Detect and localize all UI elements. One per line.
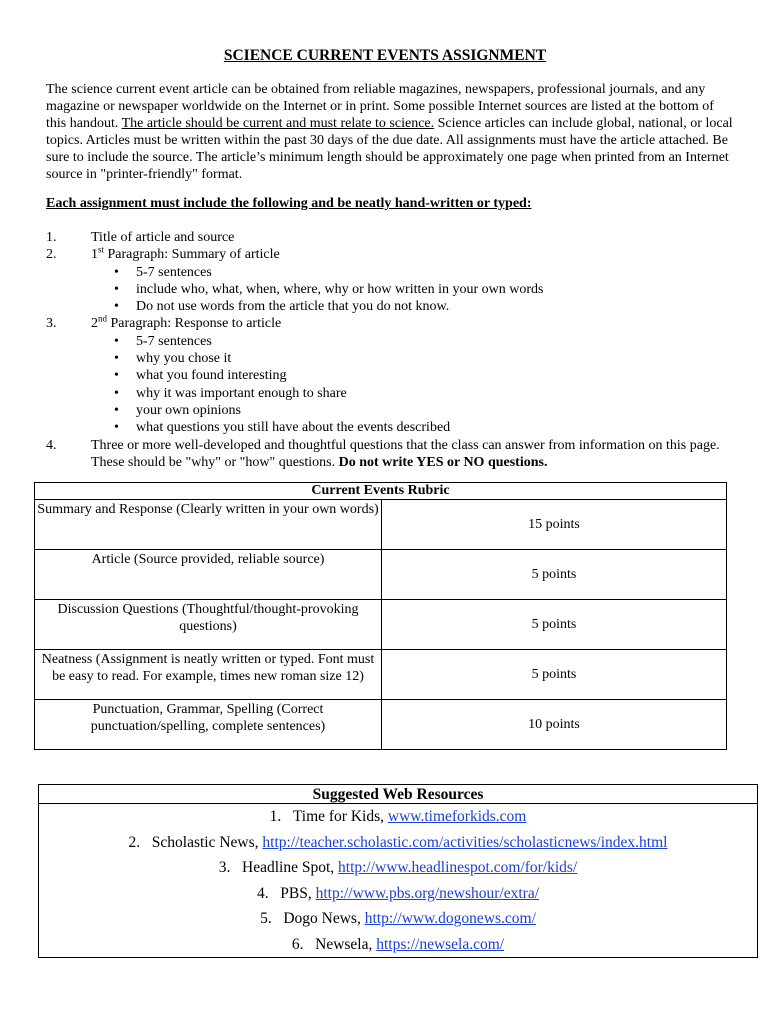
bullet-item: • what questions you still have about the events described <box>114 419 746 436</box>
item-emphasis: Do not write YES or NO questions. <box>338 454 548 470</box>
item-number: 6. <box>291 935 304 953</box>
rubric-table <box>34 482 727 750</box>
resource-name: PBS, <box>280 884 316 902</box>
ordinal-suffix: st <box>98 244 105 255</box>
list-item <box>39 932 757 958</box>
item-number: 1. <box>46 230 57 245</box>
list-item <box>46 437 746 472</box>
requirements-list <box>46 229 746 471</box>
list-item <box>39 804 757 830</box>
table-row <box>35 550 727 600</box>
item-number: 3. <box>218 859 231 877</box>
rubric-criterion: Punctuation, Grammar, Spelling (Correct punctuation/spelling, complete sentences) <box>35 700 382 750</box>
item-number: 4. <box>46 437 57 453</box>
item-number: 3. <box>46 316 57 332</box>
resource-link[interactable]: https://newsela.com/ <box>376 935 505 953</box>
item-text: Paragraph: Response to article <box>107 316 282 332</box>
bullet-item: • 5-7 sentences <box>114 333 746 350</box>
resource-name: Newsela, <box>315 935 377 953</box>
bullet-item: • why it was important enough to share <box>114 385 746 402</box>
table-row <box>35 600 727 650</box>
bullet-item: • 5-7 sentences <box>114 264 746 281</box>
web-resources-heading: Suggested Web Resources <box>39 785 757 804</box>
rubric-criterion: Discussion Questions (Thoughtful/thought-provoking questions) <box>35 600 382 650</box>
item-number: 4. <box>256 884 269 902</box>
rubric-points: 10 points <box>382 700 727 750</box>
resource-name: Scholastic News, <box>151 833 263 851</box>
intro-text-1: The science current event article can be obtained from reliable magazines, newspapers, professional journals, and any magazine or newspaper worldwide on the Internet or in print. Some possible Internet sources are listed at the bottom of this handout. <box>46 82 714 131</box>
resource-link[interactable]: http://teacher.scholastic.com/activities/scholasticnews/index.html <box>262 833 668 851</box>
intro-paragraph <box>46 81 736 183</box>
intro-underlined: The article should be current and must relate to science. <box>121 116 435 131</box>
item-number: 5. <box>260 910 272 928</box>
table-row <box>35 700 727 750</box>
ordinal: 2 <box>91 316 98 332</box>
resource-name: Headline Spot, <box>242 859 339 877</box>
list-item <box>39 830 757 856</box>
resource-link[interactable]: www.timeforkids.com <box>387 808 527 825</box>
rubric-points: 15 points <box>382 500 727 550</box>
requirements-heading: Each assignment must include the following and be neatly hand-written or typed: <box>46 196 532 211</box>
rubric-points: 5 points <box>382 650 727 700</box>
rubric-criterion: Summary and Response (Clearly written in your own words) <box>35 500 382 550</box>
item-number: 2. <box>128 833 141 851</box>
list-item <box>39 855 757 881</box>
resource-name: Time for Kids, <box>292 808 388 825</box>
rubric-criterion: Article (Source provided, reliable source) <box>35 550 382 600</box>
bullet-list <box>114 264 746 316</box>
bullet-item: • your own opinions <box>114 402 746 419</box>
list-item <box>39 881 757 907</box>
ordinal-suffix: nd <box>98 313 107 324</box>
list-item <box>46 315 746 436</box>
rubric-criterion: Neatness (Assignment is neatly written or typed. Font must be easy to read. For example, times new roman size 12) <box>35 650 382 700</box>
item-number: 2. <box>46 247 57 263</box>
intro-text-2: Science articles can include global, national, or local topics. Articles must be written within the past 30 days of the due date. All assignments must have the article attached. Be sure to include the source. The article’s minimum length should be approximately one page when printed from an Internet source in "printer-friendly" format. <box>46 116 733 182</box>
rubric-heading: Current Events Rubric <box>35 483 727 500</box>
page-title: SCIENCE CURRENT EVENTS ASSIGNMENT <box>223 47 547 64</box>
resource-link[interactable]: http://www.pbs.org/newshour/extra/ <box>315 884 540 902</box>
table-row <box>35 500 727 550</box>
resource-link[interactable]: http://www.headlinespot.com/for/kids/ <box>338 859 578 877</box>
ordinal: 1 <box>91 247 98 263</box>
rubric-points: 5 points <box>382 600 727 650</box>
bullet-item: • include who, what, when, where, why or how written in your own words <box>114 281 746 298</box>
item-text: Paragraph: Summary of article <box>104 247 280 263</box>
resource-name: Dogo News, <box>283 910 365 928</box>
table-row <box>35 650 727 700</box>
item-text: Title of article and source <box>91 230 235 245</box>
item-number: 1. <box>269 808 282 825</box>
rubric-points: 5 points <box>382 550 727 600</box>
bullet-list <box>114 333 746 437</box>
resource-link[interactable]: http://www.dogonews.com/ <box>364 910 536 928</box>
web-resources-box <box>38 784 758 958</box>
bullet-item: • what you found interesting <box>114 367 746 384</box>
list-item <box>46 246 746 315</box>
bullet-item: • why you chose it <box>114 350 746 367</box>
list-item <box>39 906 757 932</box>
bullet-item: • Do not use words from the article that you do not know. <box>114 298 746 315</box>
list-item <box>46 229 746 246</box>
item-text: Three or more well-developed and thoughtful questions that the class can answer from information on this page. These should be "why" or "how" questions. <box>91 437 720 470</box>
